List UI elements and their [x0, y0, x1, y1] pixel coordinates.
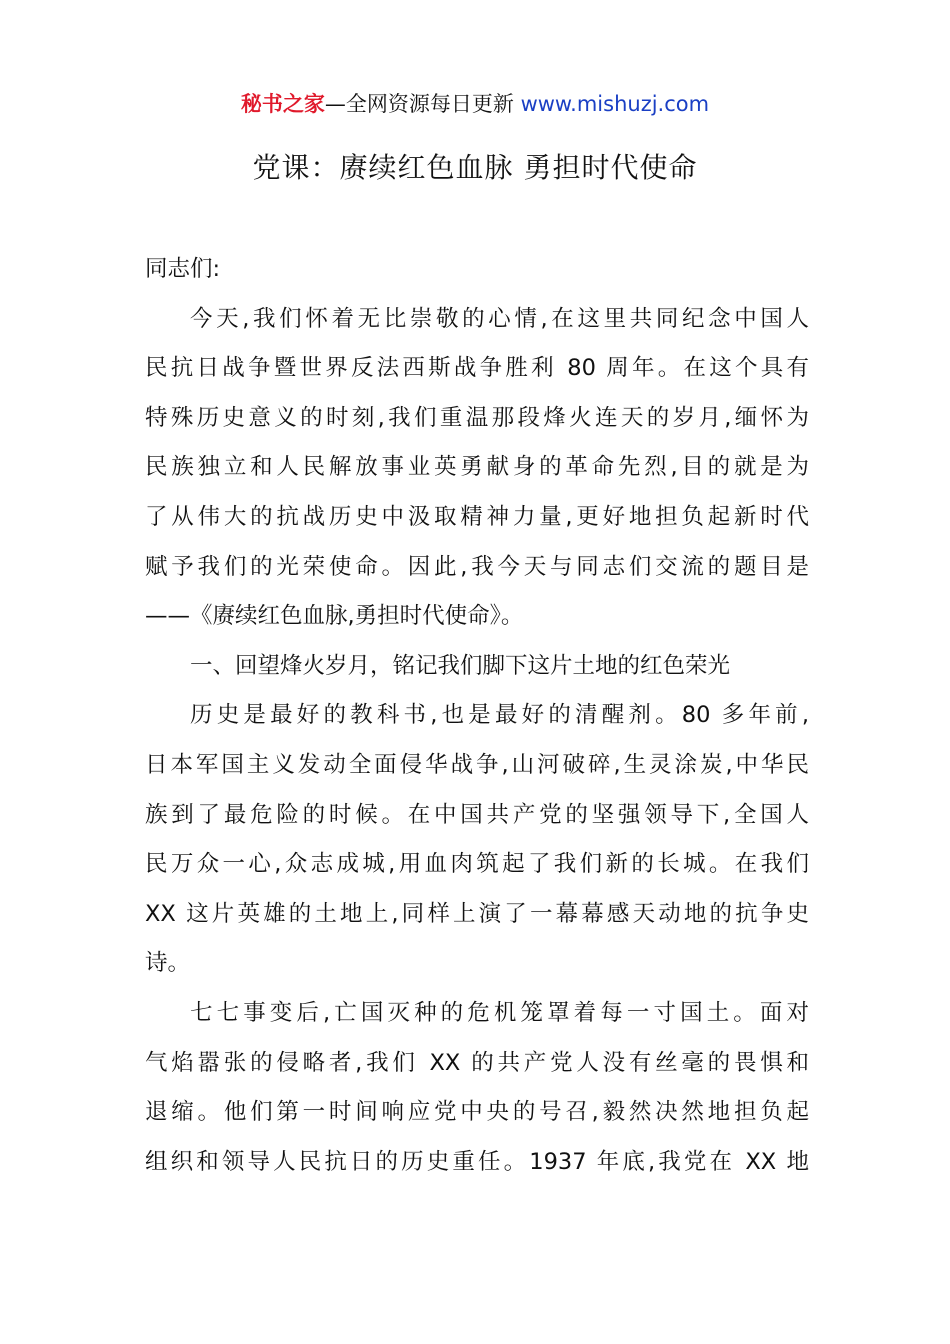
paragraph-line: 民族独立和人民解放事业英勇献身的革命先烈,目的就是为	[145, 454, 809, 481]
section-heading-text: 一、回望烽火岁月，铭记我们脚下这片土地的红色荣光	[190, 652, 731, 679]
section-heading-1	[145, 642, 809, 692]
paragraph-line: 了从伟大的抗战历史中汲取精神力量,更好地担负起新时代	[145, 503, 809, 530]
paragraph-line: 族到了最危险的时候。在中国共产党的坚强领导下,全国人	[145, 801, 809, 828]
paragraph-line: 今天,我们怀着无比崇敬的心情,在这里共同纪念中国人	[190, 305, 809, 332]
salutation-text: 同志们:	[145, 256, 221, 282]
document-body	[145, 245, 809, 1187]
paragraph-line: XX 这片英雄的土地上,同样上演了一幕幕感天动地的抗争史	[145, 900, 809, 927]
paragraph-line: 日本军国主义发动全面侵华战争,山河破碎,生灵涂炭,中华民	[145, 751, 809, 778]
paragraph-line: 退缩。他们第一时间响应党中央的号召,毅然决然地担负起	[145, 1099, 809, 1126]
header-tagline: —全网资源每日更新	[324, 92, 514, 116]
site-header	[0, 88, 950, 120]
paragraph-1	[145, 295, 809, 642]
paragraph-3	[145, 989, 809, 1187]
brand-name: 秘书之家	[240, 92, 325, 116]
paragraph-line: ——《赓续红色血脉,勇担时代使命》。	[145, 603, 524, 630]
paragraph-line: 七七事变后,亡国灭种的危机笼罩着每一寸国土。面对	[190, 999, 809, 1026]
paragraph-line: 赋予我们的光荣使命。因此,我今天与同志们交流的题目是	[145, 553, 809, 580]
document-title: 党课：赓续红色血脉 勇担时代使命	[252, 151, 698, 184]
paragraph-line: 诗。	[145, 950, 191, 977]
salutation	[145, 245, 809, 295]
paragraph-2	[145, 691, 809, 989]
paragraph-line: 历史是最好的教科书,也是最好的清醒剂。80 多年前,	[190, 702, 809, 729]
paragraph-line: 民万众一心,众志成城,用血肉筑起了我们新的长城。在我们	[145, 851, 809, 878]
paragraph-line: 特殊历史意义的时刻,我们重温那段烽火连天的岁月,缅怀为	[145, 404, 809, 431]
paragraph-line: 民抗日战争暨世界反法西斯战争胜利 80 周年。在这个具有	[145, 355, 809, 382]
paragraph-line: 气焰嚣张的侵略者,我们 XX 的共产党人没有丝毫的畏惧和	[145, 1049, 809, 1076]
paragraph-line: 组织和领导人民抗日的历史重任。1937 年底,我党在 XX 地	[145, 1148, 809, 1175]
site-url-link[interactable]: www.mishuzj.com	[520, 92, 710, 116]
